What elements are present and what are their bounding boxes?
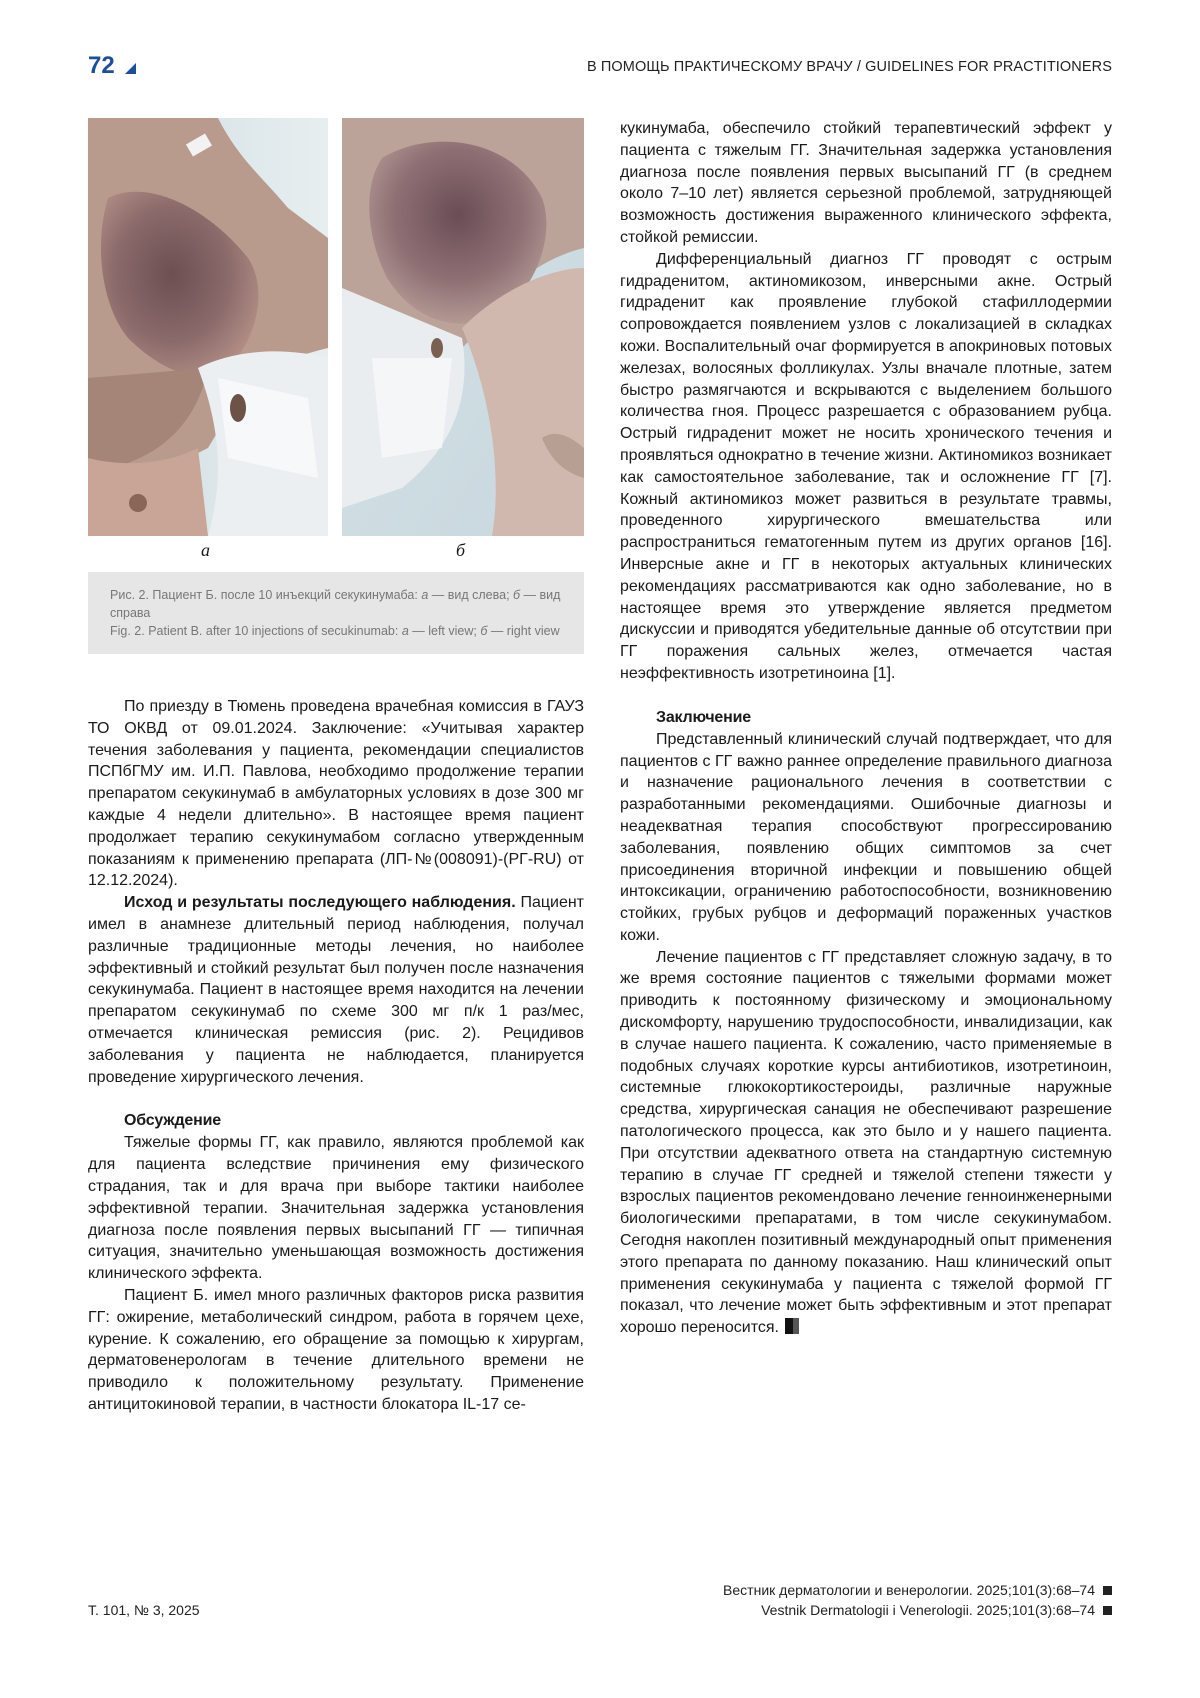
caption-en: Fig. 2. Patient B. after 10 injections of secukinumab: а — left view; б — right view [110, 624, 560, 638]
figure-caption [88, 572, 584, 654]
right-column [620, 118, 1112, 1339]
paragraph-outcome: Исход и результаты последующего наблюдения. Пациент имел в анамнезе длительный период наблюдения, получал различные традиционные методы лечения, но наиболее эффективный и стойкий результат был получен после назначения секукинумаба. Пациент в настоящее время находится на лечении препаратом секукинумаб по схеме 300 мг п/к 1 раз/мес, отмечается клиническая ремиссия (рис. 2). Рецидивов заболевания у пациента не наблюдается, планируется проведение хирургического лечения. [88, 894, 585, 1086]
outcome-heading: Исход и результаты последующего наблюдения. [124, 894, 516, 912]
figure-panel-labels [88, 536, 584, 566]
paragraph-commission: По приезду в Тюмень проведена врачебная комиссия в ГАУЗ ТО ОКВД от 09.01.2024. Заключение: «Учитывая характер течения заболевания у пациента, рекомендации специалистов ПСПбГМУ им. И.П. Павлова, необходимо продолжение терапии препаратом секукинумаб в амбулаторных условиях в дозе 300 мг каждые 4 недели длительно». В настоящее время пациент продолжает терапию секукинумабом согласно утвержденным показаниям к применению препарата (ЛП-№(008091)-(РГ-RU) от 12.12.2024). [88, 698, 584, 890]
panel-label-b: б [456, 540, 466, 560]
figure-2-photos [88, 118, 584, 536]
page-number-corner-mark [125, 63, 136, 74]
photo-left-view [88, 118, 328, 536]
paragraph-differential-diagnosis: Дифференциальный диагноз ГГ проводят с острым гидраденитом, актиномикозом, инверсными акне. Острый гидраденит как проявление глубокой стафиллодермии сопровождается появлением узлов с локализацией в складках кожи. Воспалительный очаг формируется в апокриновых потовых железах, волосяных фолликулах. Узлы вначале плотные, затем быстро размягчаются и вскрываются с выделением большого количества гноя. Процесс разрешается с образованием рубца. Острый гидраденит может не носить хронического течения и проявляться однократно в течение жизни. Актиномикоз возникает как самостоятельное заболевание, так и осложнение ГГ [7]. Кожный актиномикоз может развиться в результате травмы, проведенного хирургического вмешательства или распространиться гематогенным путем из других органов [16]. Инверсные акне и ГГ в некоторых актуальных клинических рекомендациях рассматриваются как одно заболевание, но в настоящее время это утверждение является предметом дискуссии и приводятся убедительные данные об отсутствии при ГГ поражения сальных желез, отмечается частая неэффективность изотретиноина [1]. [620, 250, 1112, 682]
paragraph-continued: кукинумаба, обеспечило стойкий терапевтический эффект у пациента с тяжелым ГГ. Значительная задержка установления диагноза после появления первых высыпаний ГГ (в среднем около 7–10 лет) является серьезной проблемой, затрудняющей возможность достижения выраженного клинического эффекта, стойкой ремиссии. [620, 120, 1112, 246]
photo-right-view [342, 118, 584, 536]
end-of-article-mark [785, 1318, 793, 1334]
footer-square-icon [1103, 1586, 1112, 1595]
caption-ru: Рис. 2. Пациент Б. после 10 инъекций секукинумаба: а — вид слева; б — вид справа [110, 588, 561, 620]
heading-discussion: Обсуждение [124, 1112, 221, 1130]
footer-square-icon [1103, 1606, 1112, 1615]
footer-journal-en: Vestnik Dermatologii i Venerologii. 2025;101(3):68–74 [761, 1602, 1112, 1618]
paragraph-discussion-2: Пациент Б. имел много различных факторов риска развития ГГ: ожирение, метаболический синдром, работа в горячем цехе, курение. К сожалению, его обращение за помощью к хирургам, дерматовенерологам в течение длительного времени не приводило к положительному результату. Применение антицитокиновой терапии, в частности блокатора IL-17 се- [88, 1286, 584, 1413]
paragraph-conclusion-1: Представленный клинический случай подтверждает, что для пациентов с ГГ важно раннее определение правильного диагноза и назначение рационального лечения в соответствии с разработанными рекомендациями. Ошибочные диагнозы и неадекватная терапия способствуют прогрессированию заболевания, появлению общих симптомов за счет присоединения вторичной инфекции и повышению общей интоксикации, ограничению работоспособности, возникновению стойких, грубых рубцов и деформаций пораженных участков кожи. [620, 730, 1112, 944]
page-number: 72 [88, 52, 115, 79]
left-column [88, 118, 584, 1416]
footer-issue: Т. 101, № 3, 2025 [88, 1602, 200, 1618]
end-of-article-mark-shade [793, 1318, 799, 1334]
paragraph-discussion-1: Тяжелые формы ГГ, как правило, являются проблемой как для пациента вследствие причинения ему физического страдания, так и для врача при выборе тактики наиболее эффективной терапии. Значительная задержка установления диагноза после появления первых высыпаний ГГ — типичная ситуация, значительно уменьшающая возможность достижения клинического эффекта. [88, 1134, 584, 1283]
panel-label-a: а [201, 540, 210, 560]
page-header [88, 52, 1112, 84]
heading-conclusion: Заключение [656, 708, 751, 726]
running-title: В ПОМОЩЬ ПРАКТИЧЕСКОМУ ВРАЧУ / GUIDELINES FOR PRACTITIONERS [587, 59, 1112, 75]
footer-journal-ru: Вестник дерматологии и венерологии. 2025;101(3):68–74 [723, 1582, 1112, 1598]
paragraph-conclusion-2: Лечение пациентов с ГГ представляет сложную задачу, в то же время состояние пациентов с тяжелыми формами может приводить к постоянному физическому и эмоциональному дискомфорту, нарушению трудоспособности, инвалидизации, как в случае нашего пациента. К сожалению, часто применяемые в подобных случаях короткие курсы антибиотиков, изотретиноин, системные глюкокортикостероиды, различные наружные средства, хирургическая санация не обеспечивают разрешение патологического процесса, как это было и у нашего пациента. При отсутствии адекватного ответа на стандартную системную терапию в случае ГГ средней и тяжелой степени тяжести у взрослых пациентов рекомендовано лечение генноинженерными биологическими препаратами, в том числе секукинумабом. Сегодня накоплен позитивный международный опыт применения этого препарата по данному показанию. Наш клинический опыт применения секукинумаба у пациента с тяжелой формой ГГ показал, что лечение может быть эффективным и этот препарат хорошо переносится. [620, 948, 1112, 1337]
